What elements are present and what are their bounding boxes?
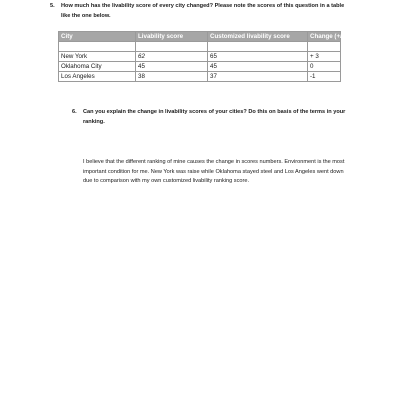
cell-customized-score: 37: [208, 72, 308, 82]
question-5: [50, 1, 351, 21]
header-city: City: [59, 32, 136, 42]
question-6: [72, 107, 351, 127]
header-livability-score: Livability score: [136, 32, 208, 42]
cell-change: 0: [308, 62, 341, 72]
answer-paragraph: I believe that the different ranking of mine causes the change in scores numbers. Environment is the most important condition for me. New York was raise while Oklahoma stayed steel and Los Angeles went down due to comparison with my own customized livability ranking score.: [83, 159, 345, 185]
cell-livability-score: 38: [136, 72, 208, 82]
cell-city: Oklahoma City: [59, 62, 136, 72]
question-5-text: How much has the livability score of every city changed? Please note the scores of this question in a table like the one below.: [61, 3, 345, 19]
table-header-row: [59, 32, 341, 42]
question-5-number: 5.: [50, 3, 55, 9]
cell-livability-score: 62: [136, 52, 208, 62]
table-row: [59, 52, 341, 62]
header-change: Change (+/-): [308, 32, 341, 42]
question-6-text: Can you explain the change in livability scores of your cities? Do this on basis of the terms in your ranking.: [83, 109, 346, 125]
cell-change: + 3: [308, 52, 341, 62]
livability-table: [58, 31, 346, 82]
cell-livability-score: 45: [136, 62, 208, 72]
table-row: [59, 62, 341, 72]
cell-customized-score: 45: [208, 62, 308, 72]
table-blank-row: [59, 42, 341, 52]
header-customized-score: Customized livability score: [208, 32, 308, 42]
cell-city: New York: [59, 52, 136, 62]
table-row: [59, 72, 341, 82]
question-6-number: 6.: [72, 109, 77, 115]
cell-city: Los Angeles: [59, 72, 136, 82]
cell-customized-score: 65: [208, 52, 308, 62]
cell-change: -1: [308, 72, 341, 82]
